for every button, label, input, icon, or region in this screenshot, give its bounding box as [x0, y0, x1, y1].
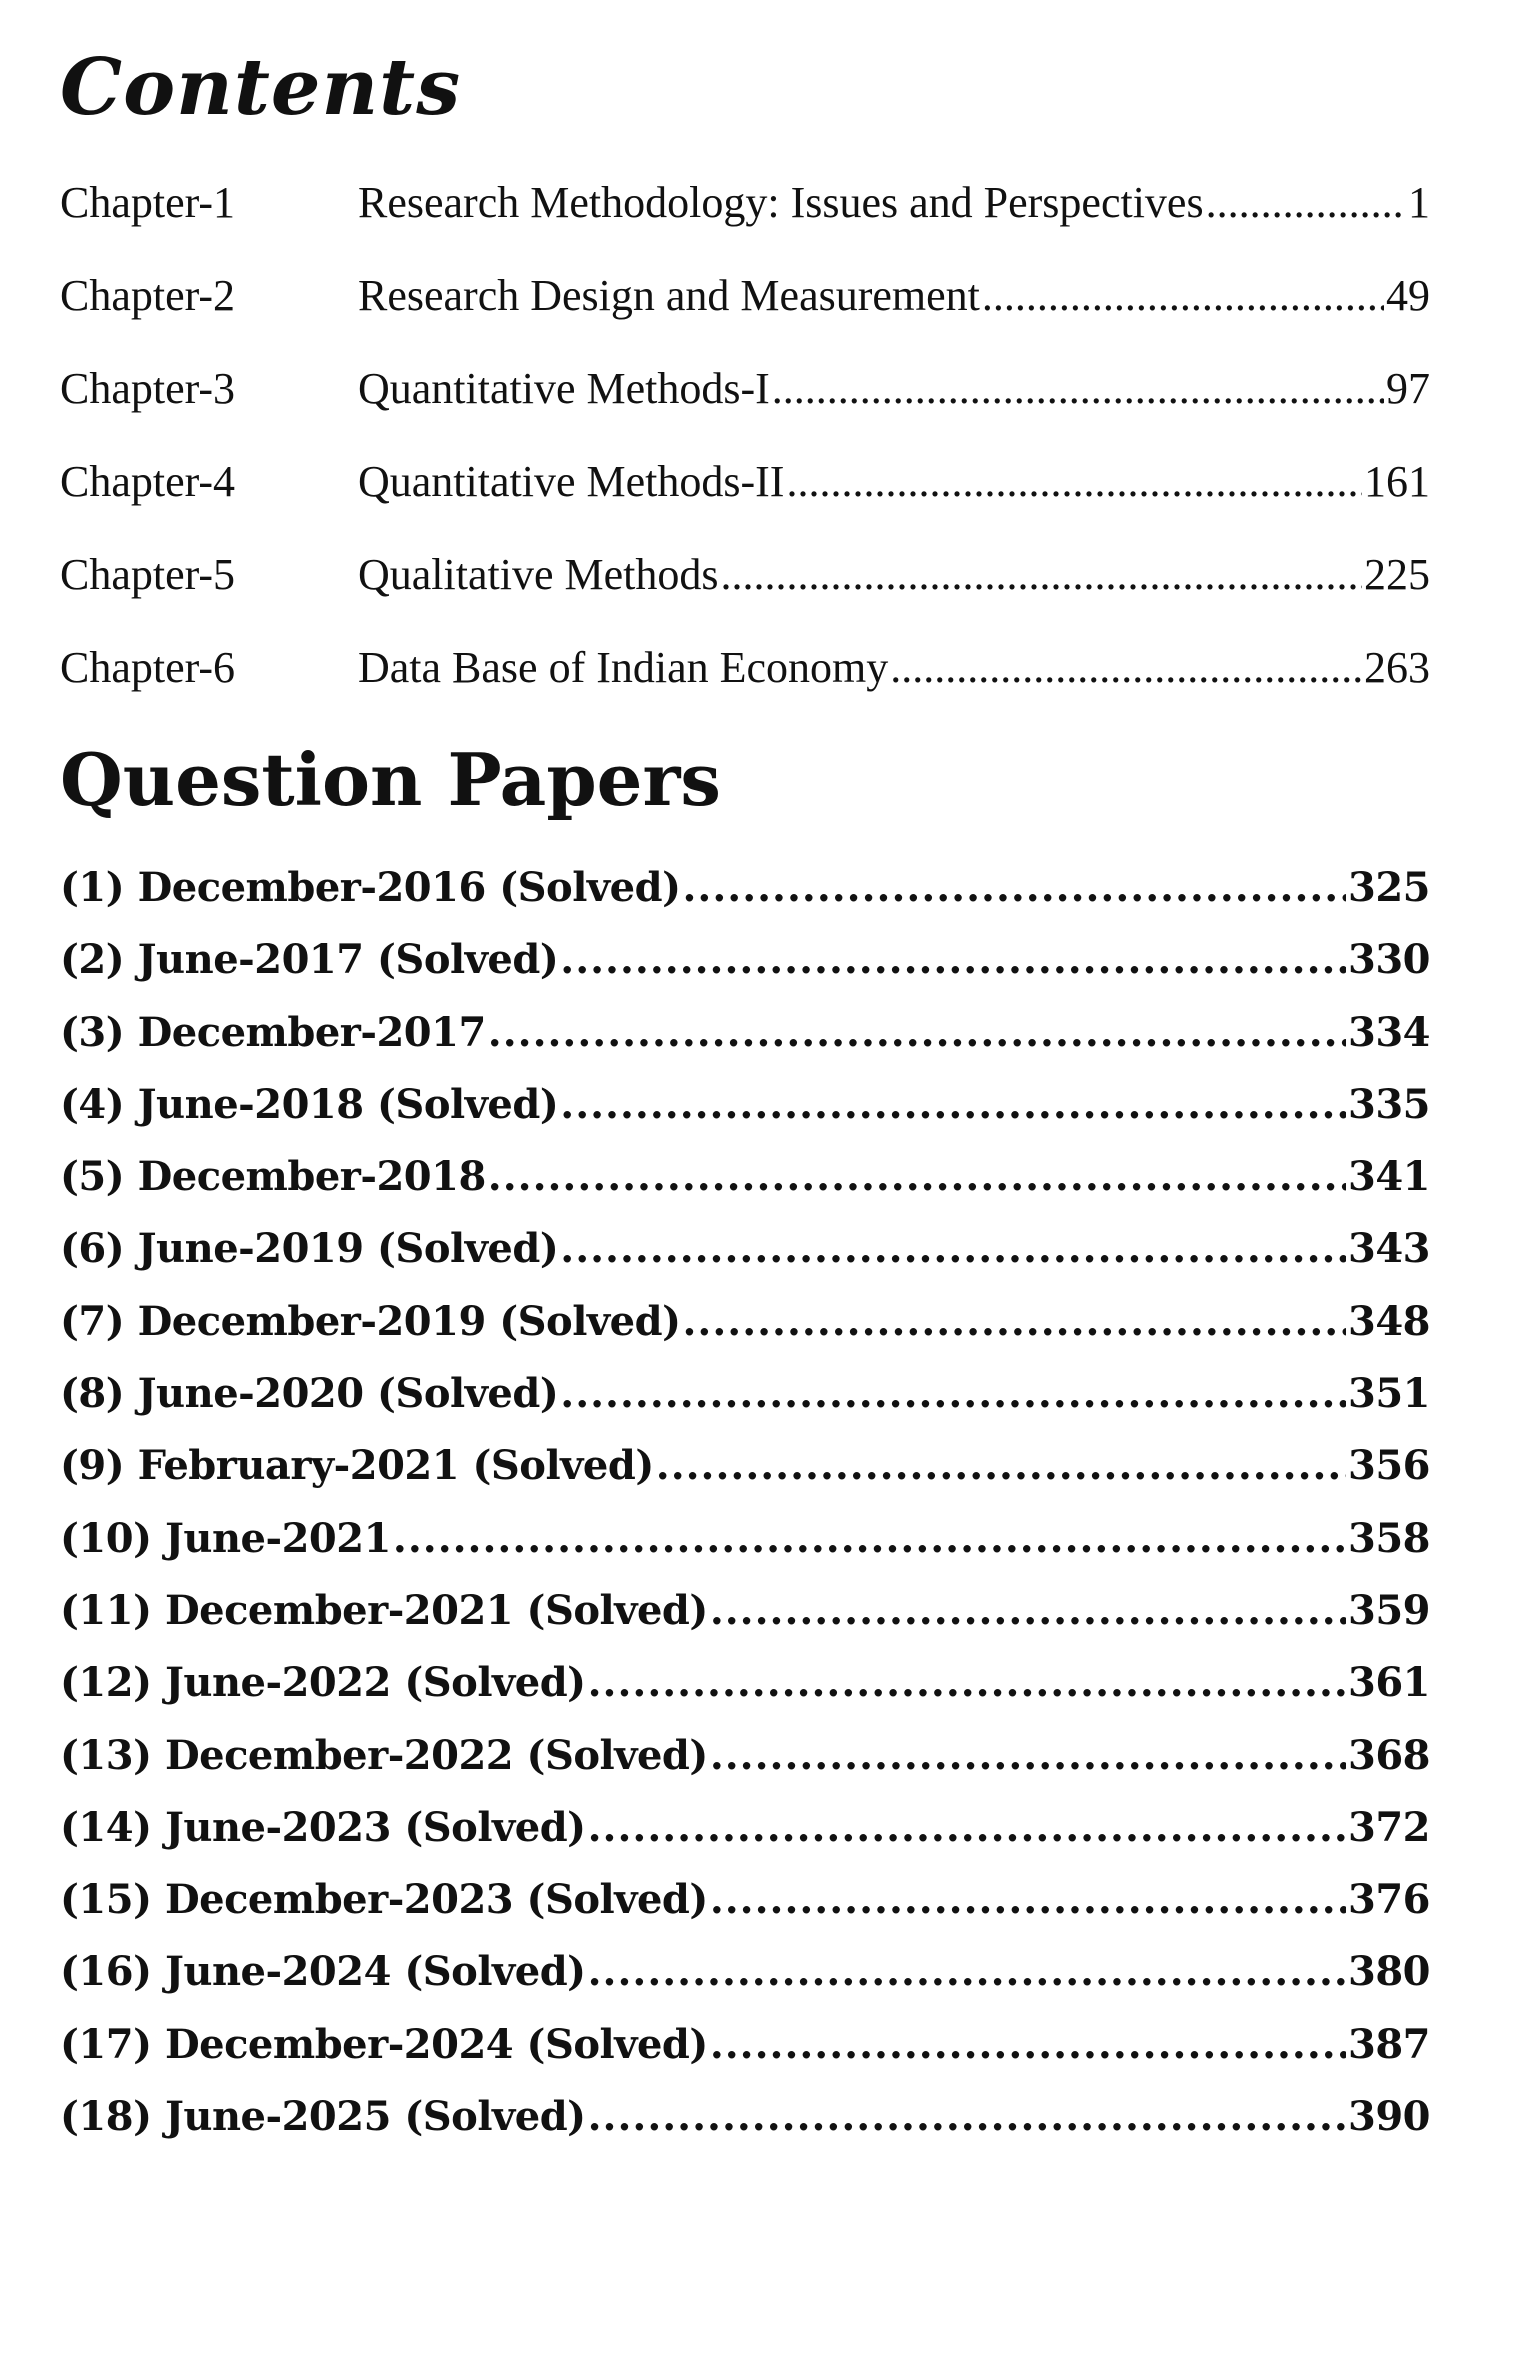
question-paper-page-number: 334 — [1348, 1008, 1430, 1056]
question-paper-entry[interactable] — [60, 1509, 1430, 1581]
chapter-title: Qualitative Methods — [358, 550, 719, 599]
chapter-entry[interactable] — [60, 447, 1430, 540]
question-paper-entry[interactable] — [60, 858, 1430, 930]
dot-leader — [890, 633, 1362, 703]
question-paper-page-number: 368 — [1348, 1731, 1430, 1779]
chapter-page-number: 161 — [1364, 457, 1430, 506]
dot-leader — [683, 1292, 1347, 1352]
chapter-page-number: 263 — [1364, 643, 1430, 692]
question-paper-page-number: 343 — [1348, 1225, 1430, 1273]
dot-leader — [560, 1364, 1346, 1424]
question-paper-page-number: 358 — [1348, 1514, 1430, 1562]
dot-leader — [710, 1581, 1346, 1641]
chapter-number: Chapter-5 — [60, 550, 236, 599]
chapter-title: Research Design and Measurement — [358, 271, 980, 320]
question-paper-label: (1) December-2016 (Solved) — [60, 864, 681, 911]
question-papers-heading: Question Papers — [60, 737, 721, 822]
question-paper-label: (11) December-2021 (Solved) — [60, 1586, 708, 1634]
dot-leader — [982, 261, 1384, 331]
chapter-entry[interactable] — [60, 540, 1430, 633]
question-paper-entry[interactable] — [60, 1003, 1430, 1075]
dot-leader — [710, 1726, 1346, 1786]
question-paper-label: (10) June-2021 — [60, 1514, 391, 1562]
chapter-entry[interactable] — [60, 354, 1430, 447]
chapter-list — [60, 168, 1430, 726]
question-paper-page-number: 390 — [1348, 2093, 1430, 2141]
dot-leader — [786, 447, 1362, 517]
question-paper-label: (9) February-2021 (Solved) — [60, 1442, 654, 1490]
question-paper-page-number: 330 — [1348, 936, 1430, 984]
question-paper-label: (12) June-2022 (Solved) — [60, 1659, 586, 1707]
question-paper-entry[interactable] — [60, 1870, 1430, 1942]
dot-leader — [1206, 168, 1406, 238]
question-paper-page-number: 341 — [1348, 1153, 1430, 1201]
question-paper-label: (5) December-2018 — [60, 1153, 486, 1201]
question-paper-label: (13) December-2022 (Solved) — [60, 1731, 708, 1779]
question-paper-entry[interactable] — [60, 1075, 1430, 1147]
dot-leader — [772, 354, 1384, 424]
question-paper-entry[interactable] — [60, 1726, 1430, 1798]
question-paper-entry[interactable] — [60, 1364, 1430, 1436]
question-paper-label: (18) June-2025 (Solved) — [60, 2093, 586, 2141]
question-paper-entry[interactable] — [60, 2015, 1430, 2087]
dot-leader — [488, 1147, 1346, 1207]
chapter-title: Quantitative Methods-II — [358, 457, 785, 506]
question-paper-entry[interactable] — [60, 1436, 1430, 1508]
question-paper-label: (4) June-2018 (Solved) — [60, 1080, 559, 1128]
dot-leader — [721, 540, 1363, 610]
question-paper-entry[interactable] — [60, 1581, 1430, 1653]
dot-leader — [588, 2087, 1346, 2147]
dot-leader — [560, 1219, 1346, 1279]
question-paper-entry[interactable] — [60, 2087, 1430, 2159]
question-paper-label: (16) June-2024 (Solved) — [60, 1948, 586, 1996]
chapter-page-number: 225 — [1364, 550, 1430, 599]
dot-leader — [488, 1003, 1346, 1063]
question-paper-entry[interactable] — [60, 1292, 1430, 1364]
question-paper-list — [60, 858, 1430, 2159]
question-paper-label: (2) June-2017 (Solved) — [60, 936, 559, 984]
chapter-number: Chapter-3 — [60, 364, 236, 413]
dot-leader — [588, 1798, 1346, 1858]
dot-leader — [588, 1942, 1346, 2002]
chapter-page-number: 49 — [1386, 271, 1430, 320]
question-paper-label: (14) June-2023 (Solved) — [60, 1803, 586, 1851]
chapter-page-number: 1 — [1408, 178, 1430, 227]
question-paper-entry[interactable] — [60, 1653, 1430, 1725]
question-paper-page-number: 361 — [1348, 1659, 1430, 1707]
question-paper-label: (8) June-2020 (Solved) — [60, 1370, 559, 1418]
question-paper-entry[interactable] — [60, 1942, 1430, 2014]
dot-leader — [683, 858, 1347, 918]
question-paper-page-number: 372 — [1348, 1803, 1430, 1851]
dot-leader — [560, 1075, 1346, 1135]
contents-heading: Contents — [60, 42, 462, 133]
question-paper-page-number: 359 — [1348, 1586, 1430, 1634]
question-paper-label: (15) December-2023 (Solved) — [60, 1876, 708, 1924]
dot-leader — [588, 1653, 1346, 1713]
chapter-entry[interactable] — [60, 633, 1430, 726]
chapter-title: Data Base of Indian Economy — [358, 643, 889, 692]
chapter-entry[interactable] — [60, 261, 1430, 354]
question-paper-page-number: 325 — [1348, 864, 1430, 911]
chapter-page-number: 97 — [1386, 364, 1430, 413]
chapter-number: Chapter-2 — [60, 271, 236, 320]
chapter-entry[interactable] — [60, 168, 1430, 261]
question-paper-page-number: 376 — [1348, 1876, 1430, 1924]
chapter-number: Chapter-6 — [60, 643, 236, 692]
chapter-title: Quantitative Methods-I — [358, 364, 770, 413]
chapter-number: Chapter-1 — [60, 178, 236, 227]
question-paper-page-number: 380 — [1348, 1948, 1430, 1996]
question-paper-label: (7) December-2019 (Solved) — [60, 1297, 681, 1345]
question-paper-entry[interactable] — [60, 1219, 1430, 1291]
dot-leader — [560, 930, 1346, 990]
question-paper-page-number: 387 — [1348, 2020, 1430, 2068]
question-paper-label: (17) December-2024 (Solved) — [60, 2020, 708, 2068]
question-paper-page-number: 335 — [1348, 1080, 1430, 1128]
dot-leader — [656, 1436, 1346, 1496]
question-paper-entry[interactable] — [60, 1798, 1430, 1870]
chapter-title: Research Methodology: Issues and Perspectives — [358, 178, 1204, 227]
chapter-number: Chapter-4 — [60, 457, 236, 506]
dot-leader — [393, 1509, 1346, 1569]
question-paper-entry[interactable] — [60, 930, 1430, 1002]
question-paper-label: (6) June-2019 (Solved) — [60, 1225, 559, 1273]
question-paper-page-number: 348 — [1348, 1297, 1430, 1345]
question-paper-label: (3) December-2017 — [60, 1008, 486, 1056]
question-paper-entry[interactable] — [60, 1147, 1430, 1219]
dot-leader — [710, 1870, 1346, 1930]
question-paper-page-number: 356 — [1348, 1442, 1430, 1490]
question-paper-page-number: 351 — [1348, 1370, 1430, 1418]
dot-leader — [710, 2015, 1346, 2075]
